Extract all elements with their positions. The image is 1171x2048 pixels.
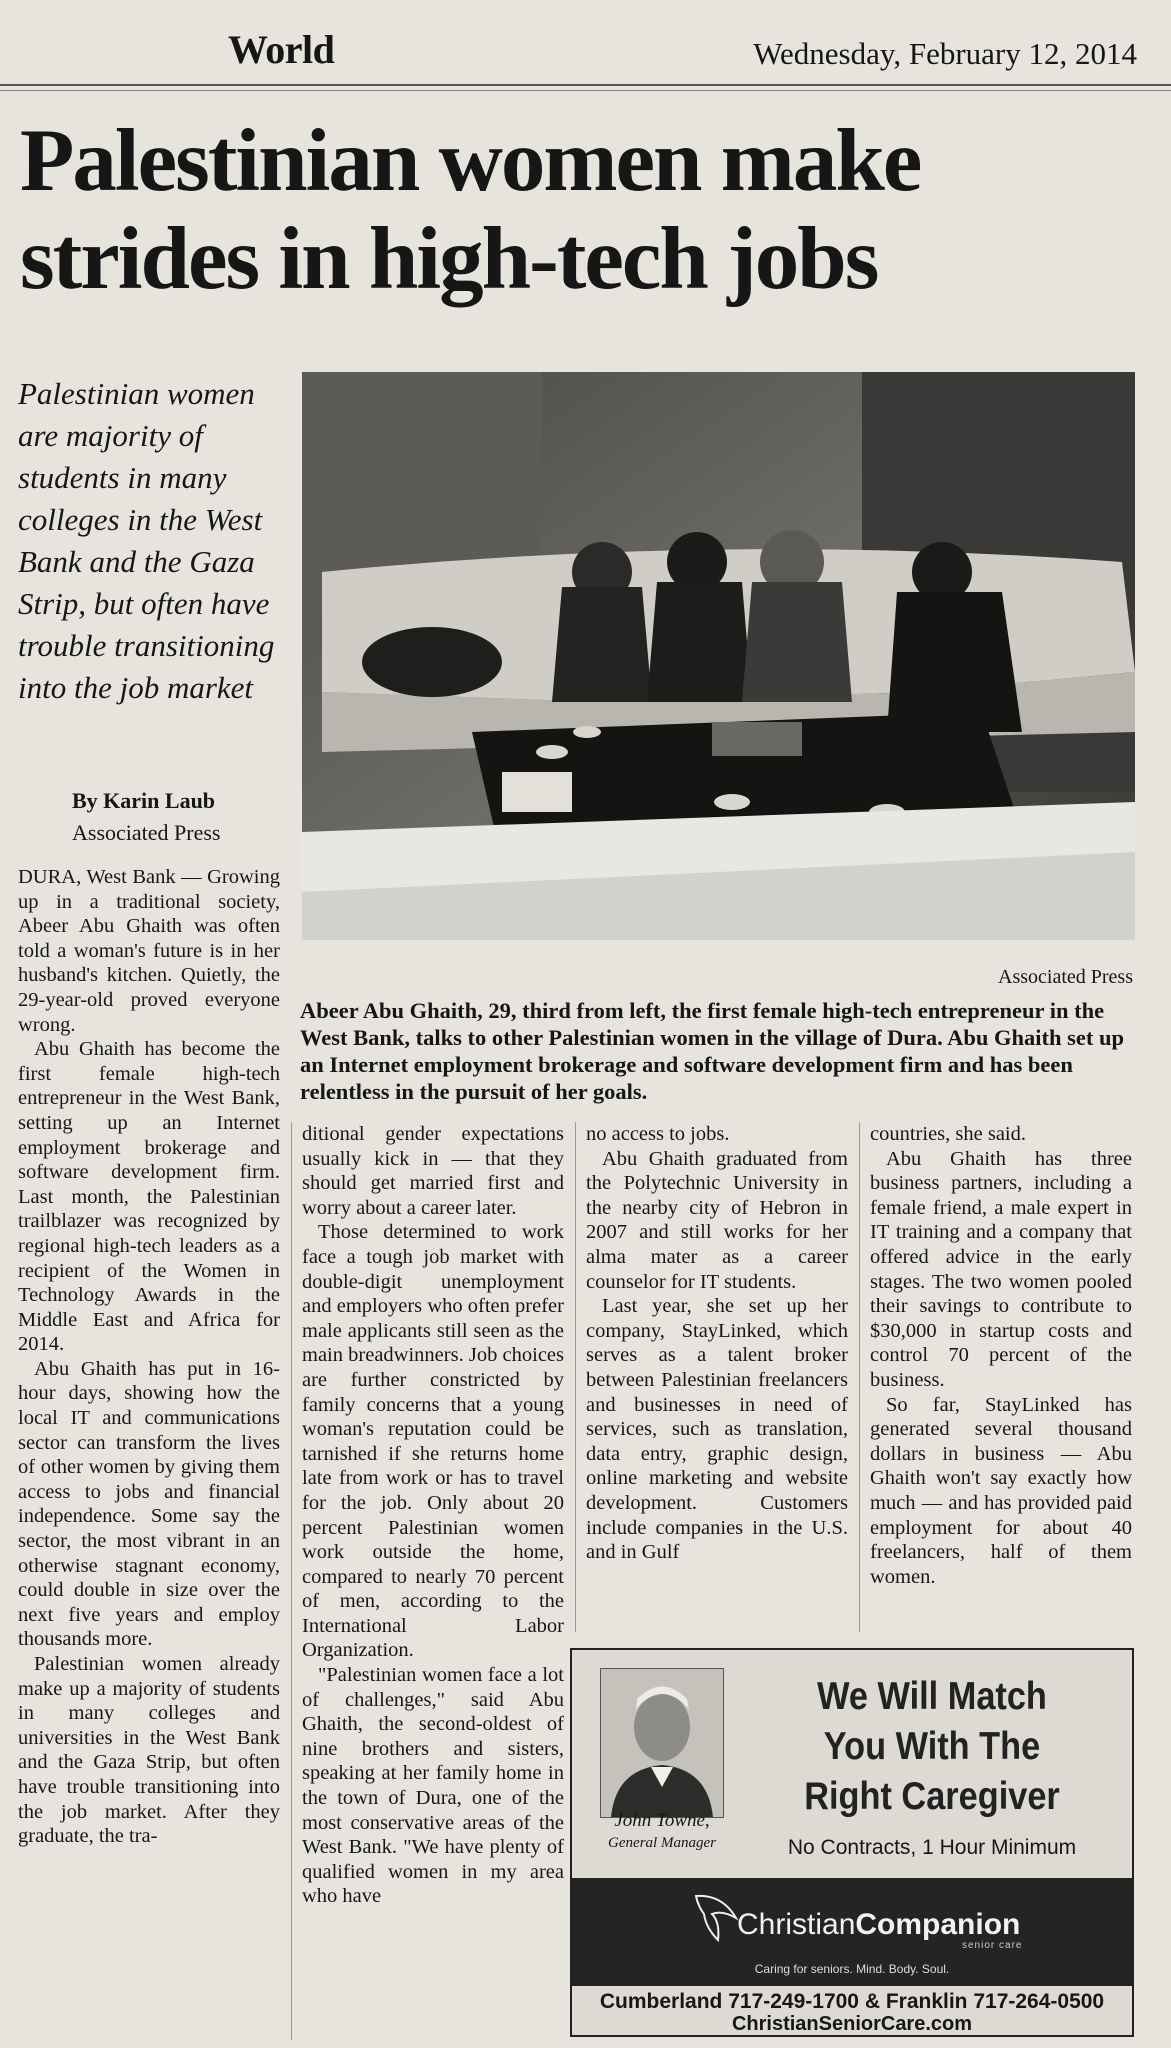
body-paragraph: DURA, West Bank — Growing up in a traditional society, Abeer Abu Ghaith was often told a woman's future is in her husband's kitchen. Quietly, the 29-year-old proved everyone wrong. <box>18 866 280 1036</box>
body-paragraph: Last year, she set up her company, StayLinked, which serves as a talent broker between Palestinian freelancers and businesses in need of services, such as translation, data entry, graphic design, online marketing and website development. Customers include companies in the U.S. and in Gulf <box>586 1295 848 1564</box>
ad-website: ChristianSeniorCare.com <box>731 2013 973 2035</box>
photo-credit: Associated Press <box>998 966 1133 988</box>
ad-headline-line: Right Caregiver <box>804 1775 1060 1818</box>
ad-phone-numbers: Cumberland 717-249-1700 & Franklin 717-264-0500 <box>599 1990 1105 2013</box>
brand-bold: Companion <box>855 1908 1021 1941</box>
column-divider <box>575 1122 576 1632</box>
body-paragraph: countries, she said. <box>870 1123 1026 1145</box>
article-deck: Palestinian women are majority of students in many colleges in the West Bank and the Gaza Strip, but often have trouble transitioning into the job market <box>18 376 275 705</box>
byline: By Karin Laub <box>72 788 216 813</box>
issue-date: Wednesday, February 12, 2014 <box>753 36 1137 71</box>
caregiver-advertisement <box>570 1648 1134 2037</box>
body-paragraph: Abu Ghaith has three business partners, including a female friend, a male expert in IT training and a company that offered advice in the early stages. The two women pooled their savings to contribute to $30,000 in startup costs and control 70 percent of the business. <box>870 1147 1132 1391</box>
ad-headline <box>765 1672 1099 1822</box>
ad-tagline: Caring for seniors. Mind. Body. Soul. <box>754 1962 950 1976</box>
article-headline: Palestinian women make strides in high-tech jobs <box>20 112 921 308</box>
brand-light: Christian <box>737 1908 856 1941</box>
manager-portrait <box>600 1668 724 1818</box>
body-column-3 <box>586 1122 848 1565</box>
article-photo <box>302 372 1135 940</box>
body-column-4 <box>870 1122 1132 1589</box>
body-paragraph: Abu Ghaith graduated from the Polytechnic University in the nearby city of Hebron in 2007 and still works for her alma mater as a career counselor for IT students. <box>586 1147 848 1293</box>
photo-illustration <box>302 372 1135 940</box>
photo-caption: Abeer Abu Ghaith, 29, third from left, the first female high-tech entrepreneur in the West Bank, talks to other Palestinian women in the village of Dura. Abu Ghaith set up an Internet employment brokerage and software development firm and has been relentless in the pursuit of her goals. <box>300 998 1125 1104</box>
body-paragraph: So far, StayLinked has generated several thousand dollars in business — Abu Ghaith won't say exactly how much — and has provided paid employment for about 40 freelancers, half of them women. <box>870 1393 1132 1588</box>
body-column-2 <box>302 1122 564 1909</box>
column-divider <box>859 1122 860 1632</box>
body-paragraph: no access to jobs. <box>586 1123 730 1145</box>
body-paragraph: Abu Ghaith has put in 16-hour days, showing how the local IT and communications sector can transform the lives of other women by giving them access to jobs and financial independence. Some say the sector, the most vibrant in an otherwise stagnant economy, could double in size over the next five years and employ thousands more. <box>18 1357 280 1651</box>
ad-brand-name <box>737 1908 1020 1942</box>
body-paragraph: Those determined to work face a tough job market with double-digit unemployment and employers who often prefer male applicants still seen as the main breadwinners. Job choices are further constricted by family concerns that a young woman's reputation could be tarnished if she returns home late from work or has to travel for the job. Only about 20 percent Palestinian women work outside the home, compared to nearly 70 percent of men, according to the International Labor Organization. <box>302 1221 564 1662</box>
manager-name: John Towne, <box>614 1810 710 1831</box>
ad-subhead: No Contracts, 1 Hour Minimum <box>787 1836 1077 1859</box>
ad-headline-line: We Will Match <box>817 1675 1047 1718</box>
byline-agency: Associated Press <box>72 820 221 845</box>
body-paragraph: Abu Ghaith has become the first female high-tech entrepreneur in the West Bank, setting up an Internet employment brokerage and software development firm. Last month, the Palestinian trailblazer was recognized by regional high-tech leaders as a recipient of the Women in Technology Awards in the Middle East and Africa for 2014. <box>18 1038 280 1356</box>
ad-headline-line: You With The <box>823 1725 1041 1768</box>
body-paragraph: Palestinian women already make up a majority of students in many colleges and universities in the West Bank and the Gaza Strip, but often have trouble transitioning into the job market. After they graduate, the tra- <box>18 1653 280 1848</box>
manager-title: General Manager <box>608 1835 716 1851</box>
portrait-illustration <box>601 1669 723 1817</box>
column-divider <box>291 1122 292 2040</box>
section-label: World <box>228 27 335 72</box>
ad-logo-band <box>572 1878 1132 1986</box>
body-paragraph: "Palestinian women face a lot of challenges," said Abu Ghaith, the second-oldest of nine brothers and sisters, speaking at her family home in the town of Dura, one of the most conservative areas of the West Bank. "We have plenty of qualified women in my area who have <box>302 1664 564 1908</box>
body-paragraph: ditional gender expectations usually kick in — that they should get married first and worry about a career later. <box>302 1123 564 1219</box>
brand-subtitle: senior care <box>962 1940 1023 1951</box>
dove-icon <box>692 1888 740 1948</box>
header-rule <box>0 84 1171 86</box>
header-rule-thin <box>0 90 1171 91</box>
body-column-1 <box>18 865 280 1849</box>
